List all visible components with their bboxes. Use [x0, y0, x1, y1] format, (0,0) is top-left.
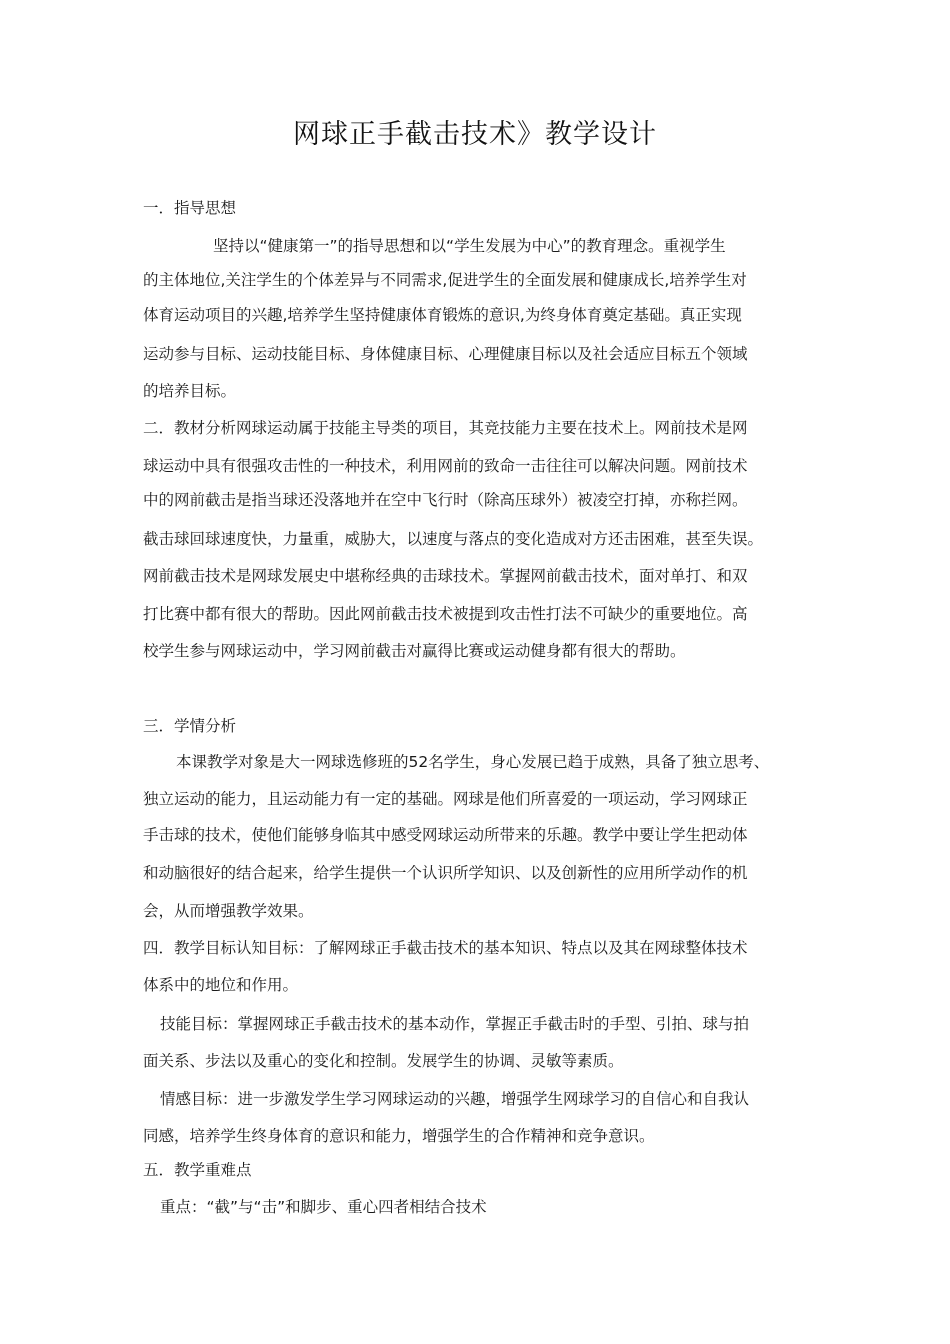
paragraph-line: 同感，培养学生终身体育的意识和能力，增强学生的合作精神和竞争意识。 — [143, 1127, 655, 1145]
paragraph-line: 坚持以“健康第一”的指导思想和以“学生发展为中心”的教育理念。重视学生 — [213, 237, 726, 255]
paragraph-line: 手击球的技术，使他们能够身临其中感受网球运动所带来的乐趣。教学中要让学生把动体 — [143, 826, 748, 844]
section-heading: 一．指导思想 — [143, 199, 237, 217]
paragraph-line: 四．教学目标认知目标：了解网球正手截击技术的基本知识、特点以及其在网球整体技术 — [143, 939, 748, 957]
paragraph-line: 校学生参与网球运动中，学习网前截击对赢得比赛或运动健身都有很大的帮助。 — [143, 642, 686, 660]
paragraph-line: 中的网前截击是指当球还没落地并在空中飞行时（除高压球外）被凌空打掉，亦称拦网。 — [143, 491, 748, 509]
paragraph-line: 和动脑很好的结合起来，给学生提供一个认识所学知识、以及创新性的应用所学动作的机 — [143, 864, 748, 882]
paragraph-line: 截击球回球速度快，力量重，威胁大，以速度与落点的变化造成对方还击困难，甚至失误。 — [143, 530, 764, 548]
paragraph-line: 会，从而增强教学效果。 — [143, 902, 314, 920]
paragraph-line: 独立运动的能力，且运动能力有一定的基础。网球是他们所喜爱的一项运动，学习网球正 — [143, 790, 748, 808]
paragraph-line: 体育运动项目的兴趣,培养学生坚持健康体育锻炼的意识,为终身体育奠定基础。真正实现 — [143, 306, 742, 324]
paragraph-line: 球运动中具有很强攻击性的一种技术，利用网前的致命一击往往可以解决问题。网前技术 — [143, 457, 748, 475]
paragraph-line: 面关系、步法以及重心的变化和控制。发展学生的协调、灵敏等素质。 — [143, 1052, 624, 1070]
paragraph-line: 的主体地位,关注学生的个体差异与不同需求,促进学生的全面发展和健康成长,培养学生对 — [143, 271, 747, 289]
section-heading: 五．教学重难点 — [143, 1161, 252, 1179]
paragraph-line: 技能目标：掌握网球正手截击技术的基本动作，掌握正手截击时的手型、引拍、球与拍 — [160, 1015, 750, 1033]
section-heading: 三．学情分析 — [143, 717, 237, 735]
document-title: 网球正手截击技术》教学设计 — [293, 119, 657, 150]
paragraph-line: 的培养目标。 — [143, 382, 237, 400]
paragraph-line: 打比赛中都有很大的帮助。因此网前截击技术被提到攻击性打法不可缺少的重要地位。高 — [143, 605, 748, 623]
paragraph-line: 运动参与目标、运动技能目标、身体健康目标、心理健康目标以及社会适应目标五个领域 — [143, 345, 748, 363]
paragraph-line: 情感目标：进一步激发学生学习网球运动的兴趣，增强学生网球学习的自信心和自我认 — [160, 1090, 750, 1108]
paragraph-line: 重点：“截”与“击”和脚步、重心四者相结合技术 — [160, 1198, 487, 1216]
paragraph-line: 体系中的地位和作用。 — [143, 976, 299, 994]
paragraph-line: 本课教学对象是大一网球选修班的52名学生，身心发展已趋于成熟，具备了独立思考、 — [176, 753, 770, 771]
paragraph-line: 网前截击技术是网球发展史中堪称经典的击球技术。掌握网前截击技术，面对单打、和双 — [143, 567, 748, 585]
paragraph-line: 二．教材分析网球运动属于技能主导类的项目，其竞技能力主要在技术上。网前技术是网 — [143, 419, 748, 437]
